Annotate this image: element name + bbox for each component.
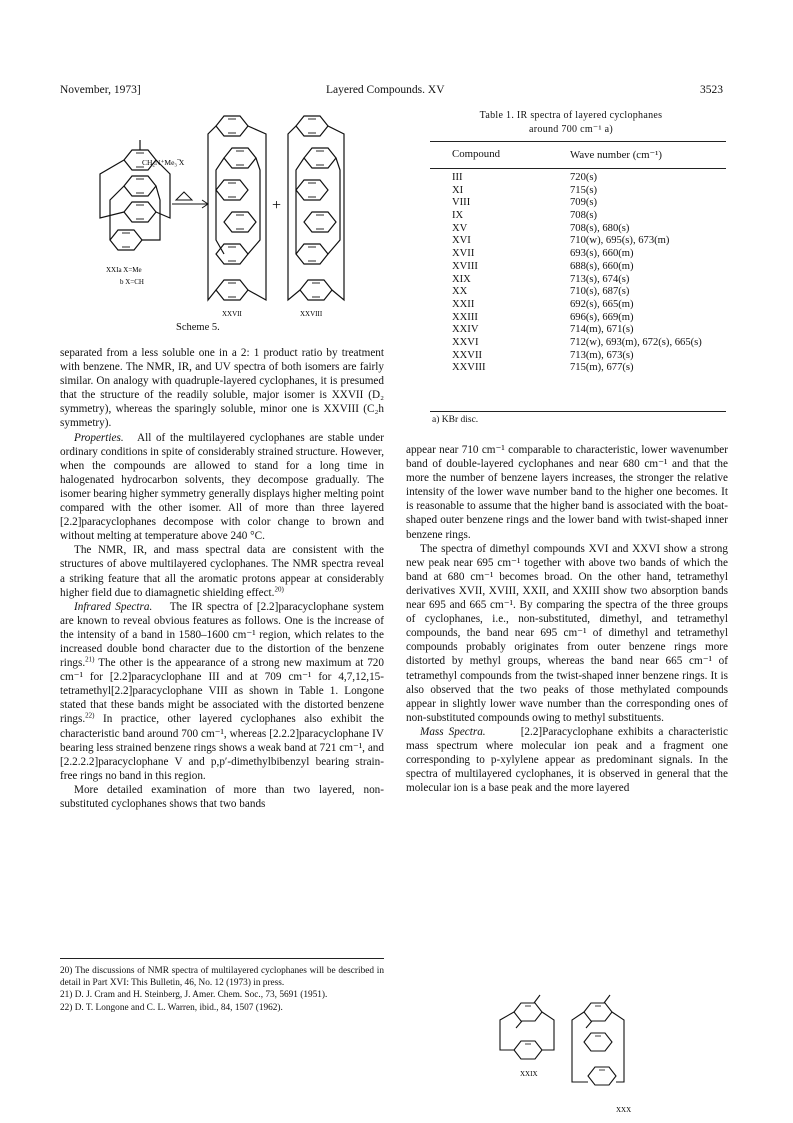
- structure-xxx: [572, 995, 624, 1085]
- ref-22: 22): [85, 711, 95, 720]
- scheme-label-xxia: XXIa X=Me: [106, 266, 142, 274]
- table-cell-wave-number: 710(w), 695(s), 673(m): [570, 235, 670, 247]
- table-row: [452, 299, 702, 312]
- table-cell-compound: III: [452, 172, 463, 183]
- table-row: [452, 210, 702, 223]
- runin-properties: Properties.: [74, 431, 124, 444]
- table-cell-compound: XXVIII: [452, 362, 486, 374]
- table-row: [452, 286, 702, 299]
- table-footnote: a) KBr disc.: [432, 415, 479, 425]
- left-column: [60, 346, 384, 811]
- right-column: [406, 443, 728, 795]
- table-cell-wave-number: 696(s), 669(m): [570, 311, 634, 323]
- table-cell-compound: XXIV: [452, 324, 479, 336]
- table-row: [452, 274, 702, 287]
- table-cell-wave-number: 708(s): [570, 210, 598, 222]
- table-cell-compound: XVI: [452, 235, 471, 247]
- paragraph-infrared: Infrared Spectra. The IR spectra of [2.2]paracyclophane system are known to reveal obvious features as follows. One is the increase of the intensity of a band in 1580–1600 cm⁻¹ region, which relates to the increased double bond character due to the distortion of the benzene rings.$^{21)}$ The other is the appearance of a strong new maximum at 720 cm⁻¹ for [2.2]paracyclophane III and at 709 cm⁻¹ for 4,7,12,15-tetramethyl[2.2]paracyclophane VIII as shown in Table 1. Longone stated that these bands might be associated with the distorted benzene rings.$^{22)}$ In practice, other layered cyclophanes also exhibit the characteristic band around 700 cm⁻¹, whereas [2.2.2]paracyclophane IV bearing less strained benzene rings shows a weak band at 721 cm⁻¹, and [2.2.2.2]paracyclophane V and p,p′-dimethylbibenzyl bearing strain-free rings no band in this region.: [60, 600, 384, 782]
- scheme-plus: +: [272, 197, 282, 214]
- footnote-20: 20) The discussions of NMR spectra of multilayered cyclophanes will be described in detail in Part XVI: This Bulletin, 46, No. 12 (1973) in press.: [60, 966, 384, 988]
- table-row: [452, 337, 702, 350]
- table-cell-compound: XXII: [452, 298, 475, 310]
- scheme-product-xxvii-label: XXVII: [222, 310, 242, 318]
- table-cell-wave-number: 714(m), 671(s): [570, 324, 634, 336]
- table-cell-wave-number: 720(s): [570, 172, 598, 183]
- table-row: [452, 350, 702, 363]
- table-cell-compound: VIII: [452, 197, 471, 209]
- table-cell-wave-number: 713(s), 674(s): [570, 273, 630, 285]
- table-row: [452, 248, 702, 261]
- table-row: [452, 235, 702, 248]
- scheme-substituent-label: CH₂N⁺Me₃ ̅X: [142, 158, 185, 167]
- paragraph-detailed-examination: More detailed examination of more than two layered, non-substituted cyclophanes shows that two bands: [60, 783, 384, 810]
- table-caption-line1: Table 1. IR spectra of layered cyclophanes: [479, 110, 663, 121]
- table-cell-compound: IX: [452, 210, 464, 222]
- table-caption-line2: around 700 cm⁻¹ a): [529, 124, 613, 135]
- scheme-product-xxviii-label: XXVIII: [300, 310, 323, 318]
- structure-xxix: [500, 995, 554, 1059]
- paragraph-properties: Properties. All of the multilayered cyclophanes are stable under ordinary conditions in spite of considerably strained structure. However, when the compounds are allowed to stand for a long time in halogenated hydrocarbon solvents, they decompose gradually. The isomer bearing higher symmetry generally displays higher melting point compared with the other isomer. All of more than three layered [2.2]paracyclophanes decompose with color change to brown and without melting at temperature above 240 °C.: [60, 431, 384, 543]
- paragraph-band-assignment: appear near 710 cm⁻¹ comparable to characteristic, lower wavenumber band of double-layered cyclophanes and near 680 cm⁻¹ and that the more the number of benzene layers increases, the stronger the relative intensity of the lower wave number band to the higher one becomes. It is reasonable to assume that the higher band is associated with the boat-shaped outer benzene rings and the lower band with twist-shaped inner benzene rings.: [406, 444, 728, 541]
- page-number: 3523: [700, 84, 723, 96]
- table-cell-compound: XVII: [452, 248, 475, 260]
- table-header-wave: Wave number (cm⁻¹): [570, 149, 663, 161]
- running-header-date: November, 1973]: [60, 84, 141, 96]
- table-cell-compound: XVIII: [452, 260, 478, 272]
- table-cell-wave-number: 693(s), 660(m): [570, 248, 634, 260]
- table-cell-compound: XI: [452, 184, 464, 196]
- table-cell-compound: XXVI: [452, 336, 479, 348]
- table-row: [452, 312, 702, 325]
- runin-mass-spectra: Mass Spectra.: [420, 725, 486, 738]
- paragraph-methyl-compounds: The spectra of dimethyl compounds XVI and XXVI show a strong new peak near 695 cm⁻¹ together with above two bands of which the band at 680 cm⁻¹ becomes broad. On the other hand, tetramethyl derivatives XVII, XVIII, XXII, and XXIII show two absorption bands near 695 and 665 cm⁻¹. By comparing the spectra of the three groups of cyclophanes, i.e., non-substituted, dimethyl, and tetramethyl compounds, the band near 695 cm⁻¹ of dimethyl and tetramethyl compounds probably originates from outer benzene rings more distorted by methyl groups, whereas the band near 665 cm⁻¹ of tetramethyl compounds from the twist-shaped inner benzene rings. It is also observed that the two peaks of those methylated compounds appear in slightly lower wave number than the corresponding ones of non-substituted compounds owing to methyl substituents.: [406, 542, 728, 724]
- structures-xxix-xxx: [488, 992, 668, 1116]
- table-cell-wave-number: 710(s), 687(s): [570, 286, 630, 298]
- runin-infrared: Infrared Spectra.: [74, 600, 153, 613]
- table-cell-wave-number: 688(s), 660(m): [570, 260, 634, 272]
- ref-21: 21): [85, 655, 95, 664]
- paragraph-mass-spectra: Mass Spectra. [2.2]Paracyclophane exhibits a characteristic mass spectrum where molecular ion peak and a fragment one corresponding to p-xylylene appear as predominant signals. In the spectra of multilayered cyclophanes, it is observed in general that the molecular ion is a base peak and the more layered: [406, 725, 729, 795]
- scheme-5-structures: [60, 100, 400, 332]
- table-cell-wave-number: 713(m), 673(s): [570, 349, 634, 361]
- table-cell-wave-number: 692(s), 665(m): [570, 298, 634, 310]
- footnote-22: 22) D. T. Longone and C. L. Warren, ibid., 84, 1507 (1962).: [60, 1002, 283, 1013]
- reaction-arrow: [172, 192, 208, 208]
- footnote-21: 21) D. J. Cram and H. Steinberg, J. Amer. Chem. Soc., 73, 5691 (1951).: [60, 990, 328, 1001]
- table-cell-compound: XX: [452, 286, 468, 298]
- scheme-label-xxib: b X=CH: [120, 278, 144, 286]
- table-cell-wave-number: 715(m), 677(s): [570, 362, 634, 374]
- table-cell-compound: XV: [452, 222, 468, 234]
- table-cell-compound: XXVII: [452, 349, 483, 361]
- paragraph-isomer-separation: separated from a less soluble one in a 2: 1 product ratio by treatment with benzene. The NMR, IR, and UV spectra of both isomers are fairly similar. On analogy with quadruple-layered cyclophanes, it is presumed that the structure of the readily soluble, major isomer is XXVII (D₂ symmetry), whereas the sparingly soluble, minor one is XXVIII (C₂h symmetry).: [60, 347, 384, 430]
- table-cell-wave-number: 715(s): [570, 184, 598, 196]
- table-cell-wave-number: 709(s): [570, 197, 598, 209]
- table-row: [452, 261, 702, 274]
- table-row: [452, 172, 702, 185]
- table-cell-compound: XXIII: [452, 311, 478, 323]
- table-row: [452, 324, 702, 337]
- table-cell-wave-number: 708(s), 680(s): [570, 222, 630, 234]
- running-header-title: Layered Compounds. XV: [326, 84, 445, 96]
- table-header-compound: Compound: [452, 148, 500, 160]
- label-xxix: XXIX: [520, 1070, 538, 1078]
- footnotes: [60, 966, 384, 1015]
- ir-spectra-table: [452, 172, 702, 375]
- starting-material-structure: [100, 140, 170, 250]
- table-cell-wave-number: 712(w), 693(m), 672(s), 665(s): [570, 336, 702, 348]
- table-header-rule: [430, 168, 726, 169]
- table-row: [452, 223, 702, 236]
- footnote-rule: [60, 958, 384, 959]
- product-xxviii-structure: [288, 116, 344, 300]
- paragraph-spectral-data: The NMR, IR, and mass spectral data are consistent with the structures of above multilayered cyclophanes. The NMR spectra reveal a striking feature that all the aromatic protons appear at considerably higher field due to diamagnetic shielding effect.$^{20)}$: [60, 544, 384, 599]
- table-row: [452, 362, 702, 375]
- table-bottom-rule: [430, 411, 726, 412]
- product-xxvii-structure: [208, 116, 266, 300]
- label-xxx: XXX: [616, 1106, 632, 1114]
- table-cell-compound: XIX: [452, 273, 471, 285]
- scheme-caption: Scheme 5.: [176, 322, 220, 333]
- table-top-rule: [430, 141, 726, 142]
- table-row: [452, 197, 702, 210]
- table-row: [452, 185, 702, 198]
- ref-20: 20): [274, 584, 284, 593]
